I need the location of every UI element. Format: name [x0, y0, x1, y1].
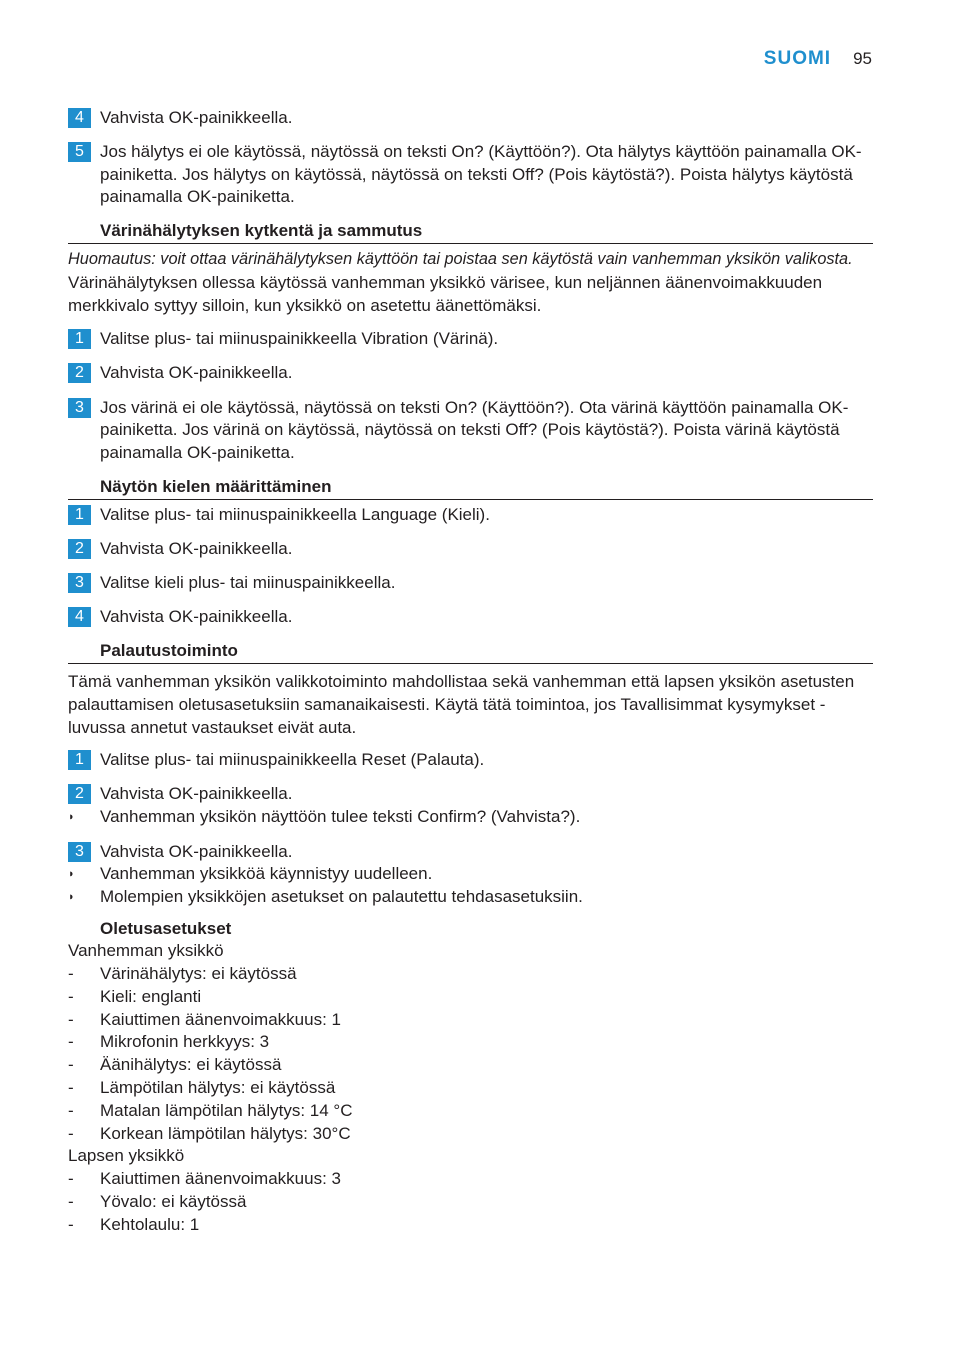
step-number: 1	[68, 750, 91, 770]
list-item-text: Kaiuttimen äänenvoimakkuus: 1	[100, 1009, 341, 1029]
dash-marker: -	[68, 986, 74, 1006]
step-number: 5	[68, 142, 91, 162]
list-item-text: Korkean lämpötilan hälytys: 30°C	[100, 1123, 351, 1143]
step-text: Vahvista OK-painikkeella.	[100, 538, 293, 558]
dash-marker: -	[68, 1078, 74, 1098]
list-item-text: Kaiuttimen äänenvoimakkuus: 3	[100, 1169, 341, 1189]
result-text: Molempien yksikköjen asetukset on palautettu tehdasasetuksiin.	[100, 886, 583, 906]
result-item	[68, 863, 873, 886]
result-text: Vanhemman yksikköä käynnistyy uudelleen.	[100, 864, 433, 884]
step-text: Valitse plus- tai miinuspainikkeella Reset (Palauta).	[100, 750, 485, 770]
step-item	[68, 328, 873, 351]
list-item-text: Mikrofonin herkkyys: 3	[100, 1032, 270, 1052]
step-number: 2	[68, 784, 91, 804]
step-item	[68, 783, 873, 806]
list-item	[68, 1054, 873, 1077]
step-number: 2	[68, 363, 91, 383]
section-heading-reset: Palautustoiminto	[68, 640, 873, 664]
result-arrow-icon: ◗	[68, 810, 75, 823]
step-item	[68, 749, 873, 772]
page-header	[764, 48, 872, 70]
list-item	[68, 1123, 873, 1146]
step-item	[68, 362, 873, 385]
list-item	[68, 963, 873, 986]
result-arrow-icon: ◗	[68, 890, 75, 903]
list-item-text: Värinähälytys: ei käytössä	[100, 964, 297, 984]
list-item	[68, 1009, 873, 1032]
language-label: SUOMI	[763, 48, 832, 69]
result-text: Vanhemman yksikön näyttöön tulee teksti Confirm? (Vahvista?).	[100, 806, 581, 826]
step-text: Vahvista OK-painikkeella.	[100, 108, 293, 127]
dash-marker: -	[68, 1055, 74, 1075]
step-number: 3	[68, 573, 91, 593]
child-unit-label: Lapsen yksikkö	[68, 1146, 185, 1166]
result-arrow-icon: ◗	[68, 868, 75, 881]
step-number: 2	[68, 539, 91, 559]
step-text: Vahvista OK-painikkeella.	[100, 363, 293, 383]
section-heading-defaults: Oletusasetukset	[100, 919, 232, 939]
step-text: Valitse plus- tai miinuspainikkeella Vibration (Värinä).	[100, 329, 499, 349]
list-item-text: Matalan lämpötilan hälytys: 14 °C	[100, 1100, 353, 1120]
step-item	[68, 572, 873, 595]
dash-marker: -	[68, 1123, 74, 1143]
step-number: 1	[68, 505, 91, 525]
step-item	[68, 107, 873, 130]
step-number: 4	[68, 607, 91, 627]
step-text: Valitse plus- tai miinuspainikkeella Language (Kieli).	[100, 504, 490, 524]
step-number: 1	[68, 329, 91, 349]
step-number: 3	[68, 842, 91, 862]
list-item-text: Kehtolaulu: 1	[100, 1214, 200, 1234]
page-content	[68, 107, 873, 1237]
list-item	[68, 1031, 873, 1054]
dash-marker: -	[68, 1009, 74, 1029]
page-number: 95	[853, 49, 872, 68]
result-item	[68, 886, 873, 909]
step-text: Vahvista OK-painikkeella.	[100, 784, 293, 804]
list-item	[68, 986, 873, 1009]
list-item-text: Äänihälytys: ei käytössä	[100, 1055, 282, 1075]
list-item	[68, 1100, 873, 1123]
step-item	[68, 504, 873, 527]
list-item-text: Yövalo: ei käytössä	[100, 1192, 247, 1212]
dash-marker: -	[68, 1100, 74, 1120]
step-item	[68, 141, 873, 209]
list-item	[68, 1191, 873, 1214]
step-item	[68, 538, 873, 561]
step-item	[68, 397, 873, 465]
list-item-text: Kieli: englanti	[100, 986, 202, 1006]
list-item	[68, 1214, 873, 1237]
dash-marker: -	[68, 1169, 74, 1189]
step-text: Jos värinä ei ole käytössä, näytössä on teksti On? (Käyttöön?). Ota värinä käyttöön painamalla OK-painiketta. Jos värinä on käytössä, näytössä on teksti Off? (Pois käytöstä?). Poista värinä käytöstä painamalla OK-painiketta.	[100, 397, 849, 462]
step-text: Vahvista OK-painikkeella.	[100, 607, 293, 627]
list-item-text: Lämpötilan hälytys: ei käytössä	[100, 1078, 336, 1098]
intro-paragraph: Värinähälytyksen ollessa käytössä vanhemman yksikkö värisee, kun neljännen äänenvoimakkuuden merkkivalo syttyy silloin, kun yksikkö on asetettu äänettömäksi.	[68, 273, 823, 316]
step-text: Valitse kieli plus- tai miinuspainikkeella.	[100, 573, 396, 593]
list-item	[68, 1077, 873, 1100]
dash-marker: -	[68, 1192, 74, 1212]
section-heading-language: Näytön kielen määrittäminen	[68, 476, 873, 500]
intro-paragraph: Tämä vanhemman yksikön valikkotoiminto mahdollistaa sekä vanhemman että lapsen yksikön asetusten palauttamisen oletusasetuksiin samanaikaisesti. Käytä tätä toimintoa, jos Tavallisimmat kysymykset -luvussa annetut vastaukset eivät auta.	[68, 672, 855, 738]
step-text: Jos hälytys ei ole käytössä, näytössä on teksti On? (Käyttöön?). Ota hälytys käyttöön painamalla OK-painiketta. Jos hälytys on käytössä, näytössä on teksti Off? (Pois käytöstä?). Poista hälytys käytöstä painamalla OK-painiketta.	[100, 142, 862, 207]
note-text: Huomautus: voit ottaa värinähälytyksen käyttöön tai poistaa sen käytöstä vain vanhemman yksikön valikosta.	[68, 250, 853, 269]
dash-marker: -	[68, 964, 74, 984]
section-heading-vibration: Värinähälytyksen kytkentä ja sammutus	[68, 220, 873, 244]
dash-marker: -	[68, 1032, 74, 1052]
parent-unit-label: Vanhemman yksikkö	[68, 941, 224, 961]
step-number: 3	[68, 398, 91, 418]
result-item	[68, 806, 873, 829]
step-number: 4	[68, 108, 91, 128]
step-item	[68, 841, 873, 864]
dash-marker: -	[68, 1214, 74, 1234]
step-item	[68, 606, 873, 629]
list-item	[68, 1168, 873, 1191]
step-text: Vahvista OK-painikkeella.	[100, 841, 293, 861]
